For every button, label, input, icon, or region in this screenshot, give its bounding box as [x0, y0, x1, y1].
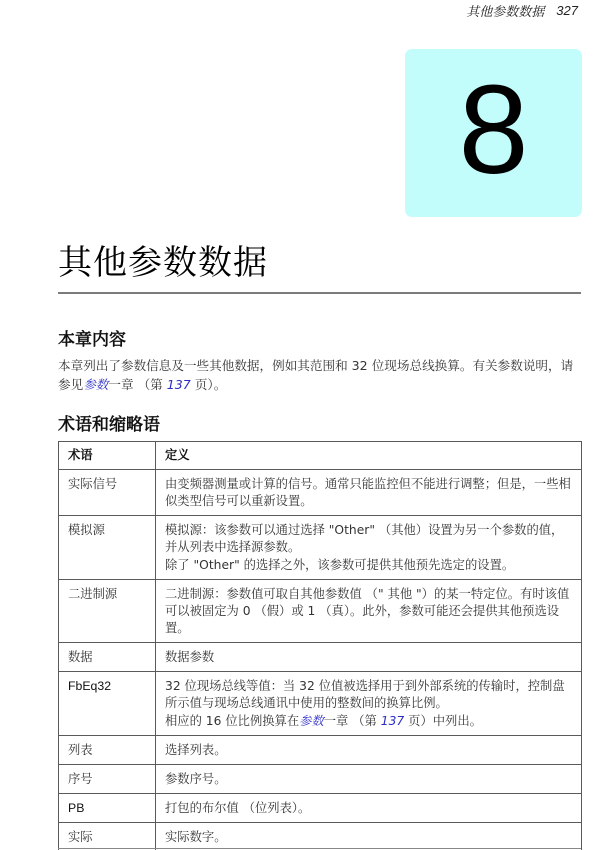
chapter-title: 其他参数数据	[58, 243, 268, 283]
definition-text: 32 位现场总线等值：当 32 位值被选择用于到外部系统的传输时，控制盘所示值与现场总线通讯中使用的整数间的换算比例。	[165, 679, 565, 710]
table-row	[59, 516, 582, 580]
table-row	[59, 470, 582, 516]
table-row	[59, 672, 582, 736]
term-cell: 数据	[59, 643, 156, 672]
definition-cell	[156, 580, 582, 643]
table-row	[59, 794, 582, 823]
term-cell: 列表	[59, 736, 156, 765]
note-text: 相应的 16 位比例换算在	[165, 714, 300, 728]
table-header-row	[59, 442, 582, 470]
definition-text: 二进制源：参数值可取自其他参数值 （" 其他 "）的某一特定位。有时该值可以被固定为 0 （假）或 1 （真）。此外，参数可能还会提供其他预选设置。	[165, 587, 570, 635]
definition-text: 数据参数	[165, 650, 215, 664]
page-number: 327	[556, 2, 578, 18]
definition-cell	[156, 823, 582, 850]
running-header	[466, 0, 578, 20]
term-cell: PB	[59, 794, 156, 823]
title-divider	[58, 292, 581, 294]
term-cell: 实际	[59, 823, 156, 850]
definition-cell	[156, 672, 582, 736]
term-cell: 模拟源	[59, 516, 156, 580]
page-ref-link[interactable]: 137	[166, 377, 191, 392]
definition-text: 选择列表。	[165, 743, 227, 757]
chapter-number: 8	[458, 59, 529, 200]
definition-text: 打包的布尔值 （位列表）。	[165, 801, 311, 815]
section-heading-contents: 本章内容	[58, 330, 126, 350]
definition-cell	[156, 794, 582, 823]
contents-text-end: 页）。	[190, 377, 227, 392]
term-cell: 二进制源	[59, 580, 156, 643]
parameters-chapter-link[interactable]: 参数	[299, 714, 324, 728]
definition-cell	[156, 516, 582, 580]
definition-text: 实际数字。	[165, 830, 227, 844]
definition-text: 模拟源：该参数可以通过选择 "Other" （其他）设置为另一个参数的值，并从列表中选择源参数。	[165, 523, 564, 554]
table-row	[59, 823, 582, 850]
term-cell: 实际信号	[59, 470, 156, 516]
definition-note	[165, 713, 572, 730]
table-row	[59, 643, 582, 672]
definition-cell	[156, 643, 582, 672]
section-heading-terms: 术语和缩略语	[58, 415, 160, 435]
definition-text: 由变频器测量或计算的信号。通常只能监控但不能进行调整；但是，一些相似类型信号可以重新设置。	[165, 477, 571, 508]
parameters-chapter-link[interactable]: 参数	[83, 377, 109, 392]
note-text-mid: 一章 （第	[323, 714, 381, 728]
definition-cell	[156, 470, 582, 516]
table-row	[59, 736, 582, 765]
contents-text: 本章列出了参数信息及一些其他数据，例如其范围和 32 位现场总线换算。有关参数说明，请参见	[58, 358, 574, 392]
definition-cell	[156, 736, 582, 765]
table-row	[59, 765, 582, 794]
column-header-term: 术语	[59, 442, 156, 470]
note-text-end: 页）中列出。	[404, 714, 482, 728]
table-row	[59, 580, 582, 643]
running-header-title: 其他参数数据	[466, 4, 545, 20]
term-cell: FbEq32	[59, 672, 156, 736]
definition-text: 除了 "Other" 的选择之外，该参数可提供其他预先选定的设置。	[165, 558, 515, 572]
contents-text-mid: 一章 （第	[108, 377, 167, 392]
contents-paragraph	[58, 356, 580, 394]
definition-text: 参数序号。	[165, 772, 227, 786]
page-ref-link[interactable]: 137	[380, 714, 405, 728]
column-header-definition: 定义	[156, 442, 582, 470]
footer-divider	[58, 848, 581, 849]
definition-cell	[156, 765, 582, 794]
chapter-number-box	[405, 49, 582, 217]
terms-table	[58, 441, 582, 850]
term-cell: 序号	[59, 765, 156, 794]
